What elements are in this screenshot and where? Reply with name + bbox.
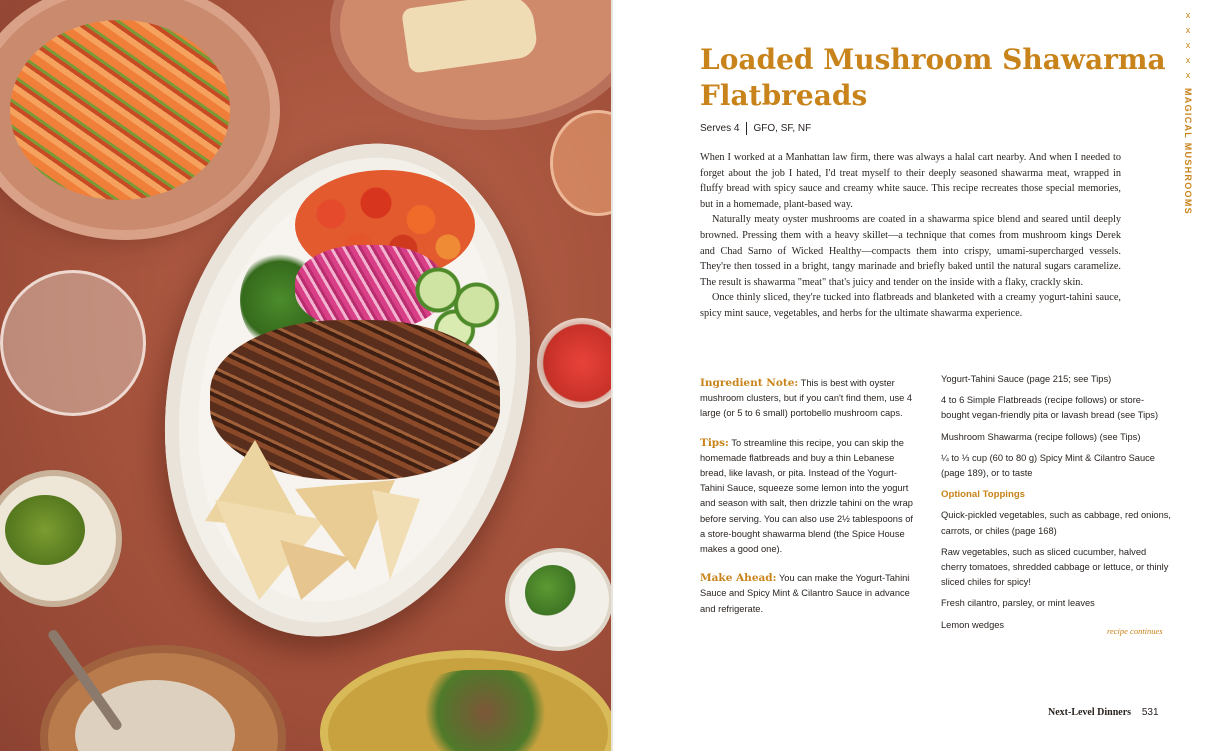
ingredient-note	[700, 376, 920, 422]
green-sauce	[5, 495, 85, 565]
water-glass	[0, 270, 146, 416]
note-label: Ingredient Note:	[700, 377, 799, 389]
chapter-label: MAGICAL MUSHROOMS	[1183, 88, 1193, 215]
topping-item: Fresh cilantro, parsley, or mint leaves	[941, 598, 1095, 609]
pickle-jar	[537, 318, 611, 408]
topping-item: Raw vegetables, such as sliced cucumber, halved cherry tomatoes, shredded cabbage or lettuce, or thinly sliced chiles for spicy!	[941, 546, 1169, 588]
serves: Serves 4	[700, 123, 740, 134]
notes-column	[700, 376, 920, 631]
note-text: To streamline this recipe, you can skip the homemade flatbreads and buy a thin Lebanese bread, like lavash, or pita. Instead of the Yogurt-Tahini Sauce, squeeze some lemon into the yogurt and season with salt, then drizzle tahini on the wrap before serving. You can also use 2½ tablespoons of a store-bought shawarma blend (the Spice House makes a good one).	[700, 437, 913, 555]
ornament-dot: x	[1185, 55, 1191, 65]
note-text: This is best with oyster mushroom clusters, but if you can't find them, use 4 large (or 5 to 6 small) portobello mushroom caps.	[700, 378, 913, 419]
side-ornament	[1183, 8, 1193, 83]
intro-paragraph: Once thinly sliced, they're tucked into flatbreads and blanketed with a creamy yogurt-tahini sauce, spicy mint sauce, vegetables, and herbs for the ultimate shawarma experience.	[700, 292, 1121, 319]
page-footer	[1048, 707, 1159, 718]
carrot-salad	[10, 20, 230, 200]
ingredient-item: 4 to 6 Simple Flatbreads (recipe follows) or store-bought vegan-friendly pita or lavash bread (see Tips)	[941, 395, 1159, 421]
ingredient-item: Mushroom Shawarma (recipe follows) (see Tips)	[941, 431, 1141, 442]
divider	[746, 122, 747, 135]
ornament-dot: x	[1185, 70, 1191, 80]
topping-item: Quick-pickled vegetables, such as cabbage, red onions, carrots, or chiles (page 168)	[941, 510, 1171, 536]
ornament-dot: x	[1185, 40, 1191, 50]
ornament-dot: x	[1185, 10, 1191, 20]
ingredient-item: Yogurt-Tahini Sauce (page 215; see Tips)	[941, 374, 1112, 384]
ingredient-item: ¼ to ⅓ cup (60 to 80 g) Spicy Mint & Cilantro Sauce (page 189), or to taste	[941, 452, 1155, 479]
page-gutter	[611, 0, 613, 751]
note-label: Tips:	[700, 436, 729, 449]
bowl-food	[410, 670, 560, 751]
intro-text	[700, 150, 1121, 322]
note-label: Make Ahead:	[700, 572, 777, 585]
tips-note	[700, 436, 920, 558]
optional-toppings-heading: Optional Toppings	[941, 489, 1026, 501]
section-name: Next-Level Dinners	[1048, 707, 1132, 718]
note-text: You can make the Yogurt-Tahini Sauce and Spicy Mint & Cilantro Sauce in advance and refrigerate.	[700, 573, 910, 614]
topping-item: Lemon wedges	[941, 619, 1005, 630]
drink-glass	[550, 110, 611, 216]
page-number: 531	[1141, 707, 1159, 718]
intro-paragraph: When I worked at a Manhattan law firm, there was always a halal cart nearby. And when I needed to forget about the job I hated, I'd treat myself to their deeply seasoned shawarma meat, wrapped in fluffy bread with spicy sauce and creamy white sauce. This recipe recreates those special memories, but in a homemade, plant-based way.	[700, 152, 1121, 210]
dietary-tags: GFO, SF, NF	[753, 123, 812, 134]
intro-paragraph: Naturally meaty oyster mushrooms are coated in a shawarma spice blend and seared until deeply browned. Pressing them with a heavy skillet—a technique that comes from mushroom kings Derek and Chad Sarno of Wicked Healthy—compacts them into crispy, umami-supercharged vessels. They're then tossed in a bright, tangy marinade and briefly baked until the natural sugars caramelize. The result is shawarma "meat" that's juicy and tender on the inside with a flaky, crackly skin.	[700, 214, 1121, 288]
ingredients-column	[941, 372, 1171, 639]
recipe-title: Loaded Mushroom Shawarma Flatbreads	[700, 43, 1166, 112]
recipe-meta	[700, 122, 811, 135]
make-ahead-note	[700, 571, 920, 617]
recipe-continues: recipe continues	[1107, 626, 1163, 636]
ornament-dot: x	[1185, 25, 1191, 35]
herbs	[525, 565, 580, 620]
